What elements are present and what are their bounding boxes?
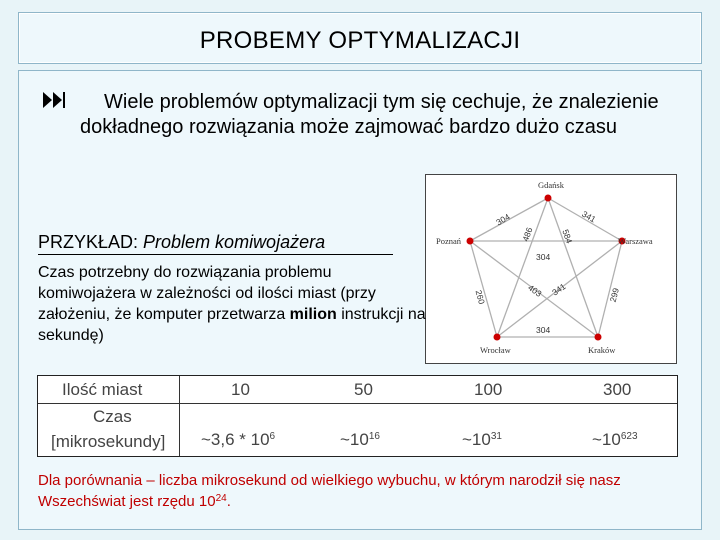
- edge-label-poznan-warszawa: 304: [536, 252, 551, 262]
- node-wroclaw: [494, 334, 501, 341]
- edge-label-gdansk-wroclaw: 486: [520, 225, 535, 243]
- edge-label-wroclaw-krakow: 304: [536, 325, 551, 335]
- description-suffix: instrukcji na sekundę): [38, 306, 426, 344]
- complexity-table: [37, 375, 678, 457]
- footnote: Dla porównania – liczba mikrosekund od wielkiego wybuchu, w którym narodził się nasz Wszechświat jest rzędu $10^{24}$.: [38, 472, 621, 510]
- edge-label-gdansk-poznan: 304: [494, 211, 512, 228]
- graph-nodes: [467, 195, 626, 341]
- edge-label-poznan-krakow: 403: [526, 282, 544, 299]
- description-text: Czas potrzebny do rozwiązania problemu komiwojażera w zależności od ilości miast (przy założeniu, że komputer przetwarza: [38, 264, 376, 323]
- cities-count-cell: 50: [354, 380, 373, 399]
- graph-edges: [470, 198, 622, 337]
- time-cell: $\sim 10^{16}$: [340, 430, 380, 449]
- double-play-arrow-icon: [42, 90, 68, 110]
- row-label-time-line1: Czas: [93, 407, 132, 426]
- time-cell: $\sim 10^{623}$: [592, 430, 638, 449]
- node-krakow: [595, 334, 602, 341]
- cities-count-cell: 10: [231, 380, 250, 399]
- intro-text: Wiele problemów optymalizacji tym się cechuje, że znalezienie dokładnego rozwiązania może zajmować bardzo dużo czasu: [80, 91, 659, 138]
- city-graph: [425, 174, 677, 364]
- footnote-exponent: 24: [215, 493, 227, 504]
- row-label-cities: Ilość miast: [62, 380, 143, 399]
- edge-label-warszawa-wroclaw: 341: [550, 281, 568, 298]
- description-bold: milion: [289, 306, 337, 323]
- table-column-divider: [179, 376, 180, 456]
- edge-label-warszawa-krakow: 299: [607, 286, 621, 304]
- example-heading: [38, 232, 325, 253]
- node-poznan: [467, 238, 474, 245]
- title-box: [18, 12, 702, 64]
- cities-count-cell: 100: [474, 380, 503, 399]
- example-underline: [38, 254, 393, 255]
- city-label-wroclaw: Wrocław: [480, 345, 511, 355]
- city-label-gdansk: Gdańsk: [538, 180, 564, 190]
- intro-paragraph: [80, 90, 680, 140]
- edge-label-poznan-wroclaw: 260: [473, 288, 487, 306]
- time-cell: ~3,6 * $10^6$: [201, 430, 276, 449]
- city-graph-svg: [426, 175, 676, 363]
- example-prefix: PRZYKŁAD:: [38, 232, 144, 252]
- node-gdansk: [545, 195, 552, 202]
- description: [38, 262, 428, 346]
- time-cell: $\sim 10^{31}$: [462, 430, 502, 449]
- edge-label-gdansk-krakow: 584: [560, 227, 575, 245]
- row-label-time-line2: [mikrosekundy]: [51, 432, 166, 451]
- table-row-divider: [38, 403, 677, 404]
- footnote-text: Dla porównania – liczba mikrosekund od wielkiego wybuchu, w którym narodził się nasz Wszechświat jest rzędu 10: [38, 472, 621, 510]
- edge-label-gdansk-warszawa: 341: [580, 208, 598, 225]
- slide-title: PROBEMY OPTYMALIZACJI: [199, 27, 521, 54]
- city-label-krakow: Kraków: [588, 345, 616, 355]
- cities-count-cell: 300: [603, 380, 632, 399]
- city-label-poznan: Poznań: [436, 236, 462, 246]
- example-emphasis: Problem komiwojażera: [143, 232, 326, 252]
- city-label-warszawa: Warszawa: [618, 236, 653, 246]
